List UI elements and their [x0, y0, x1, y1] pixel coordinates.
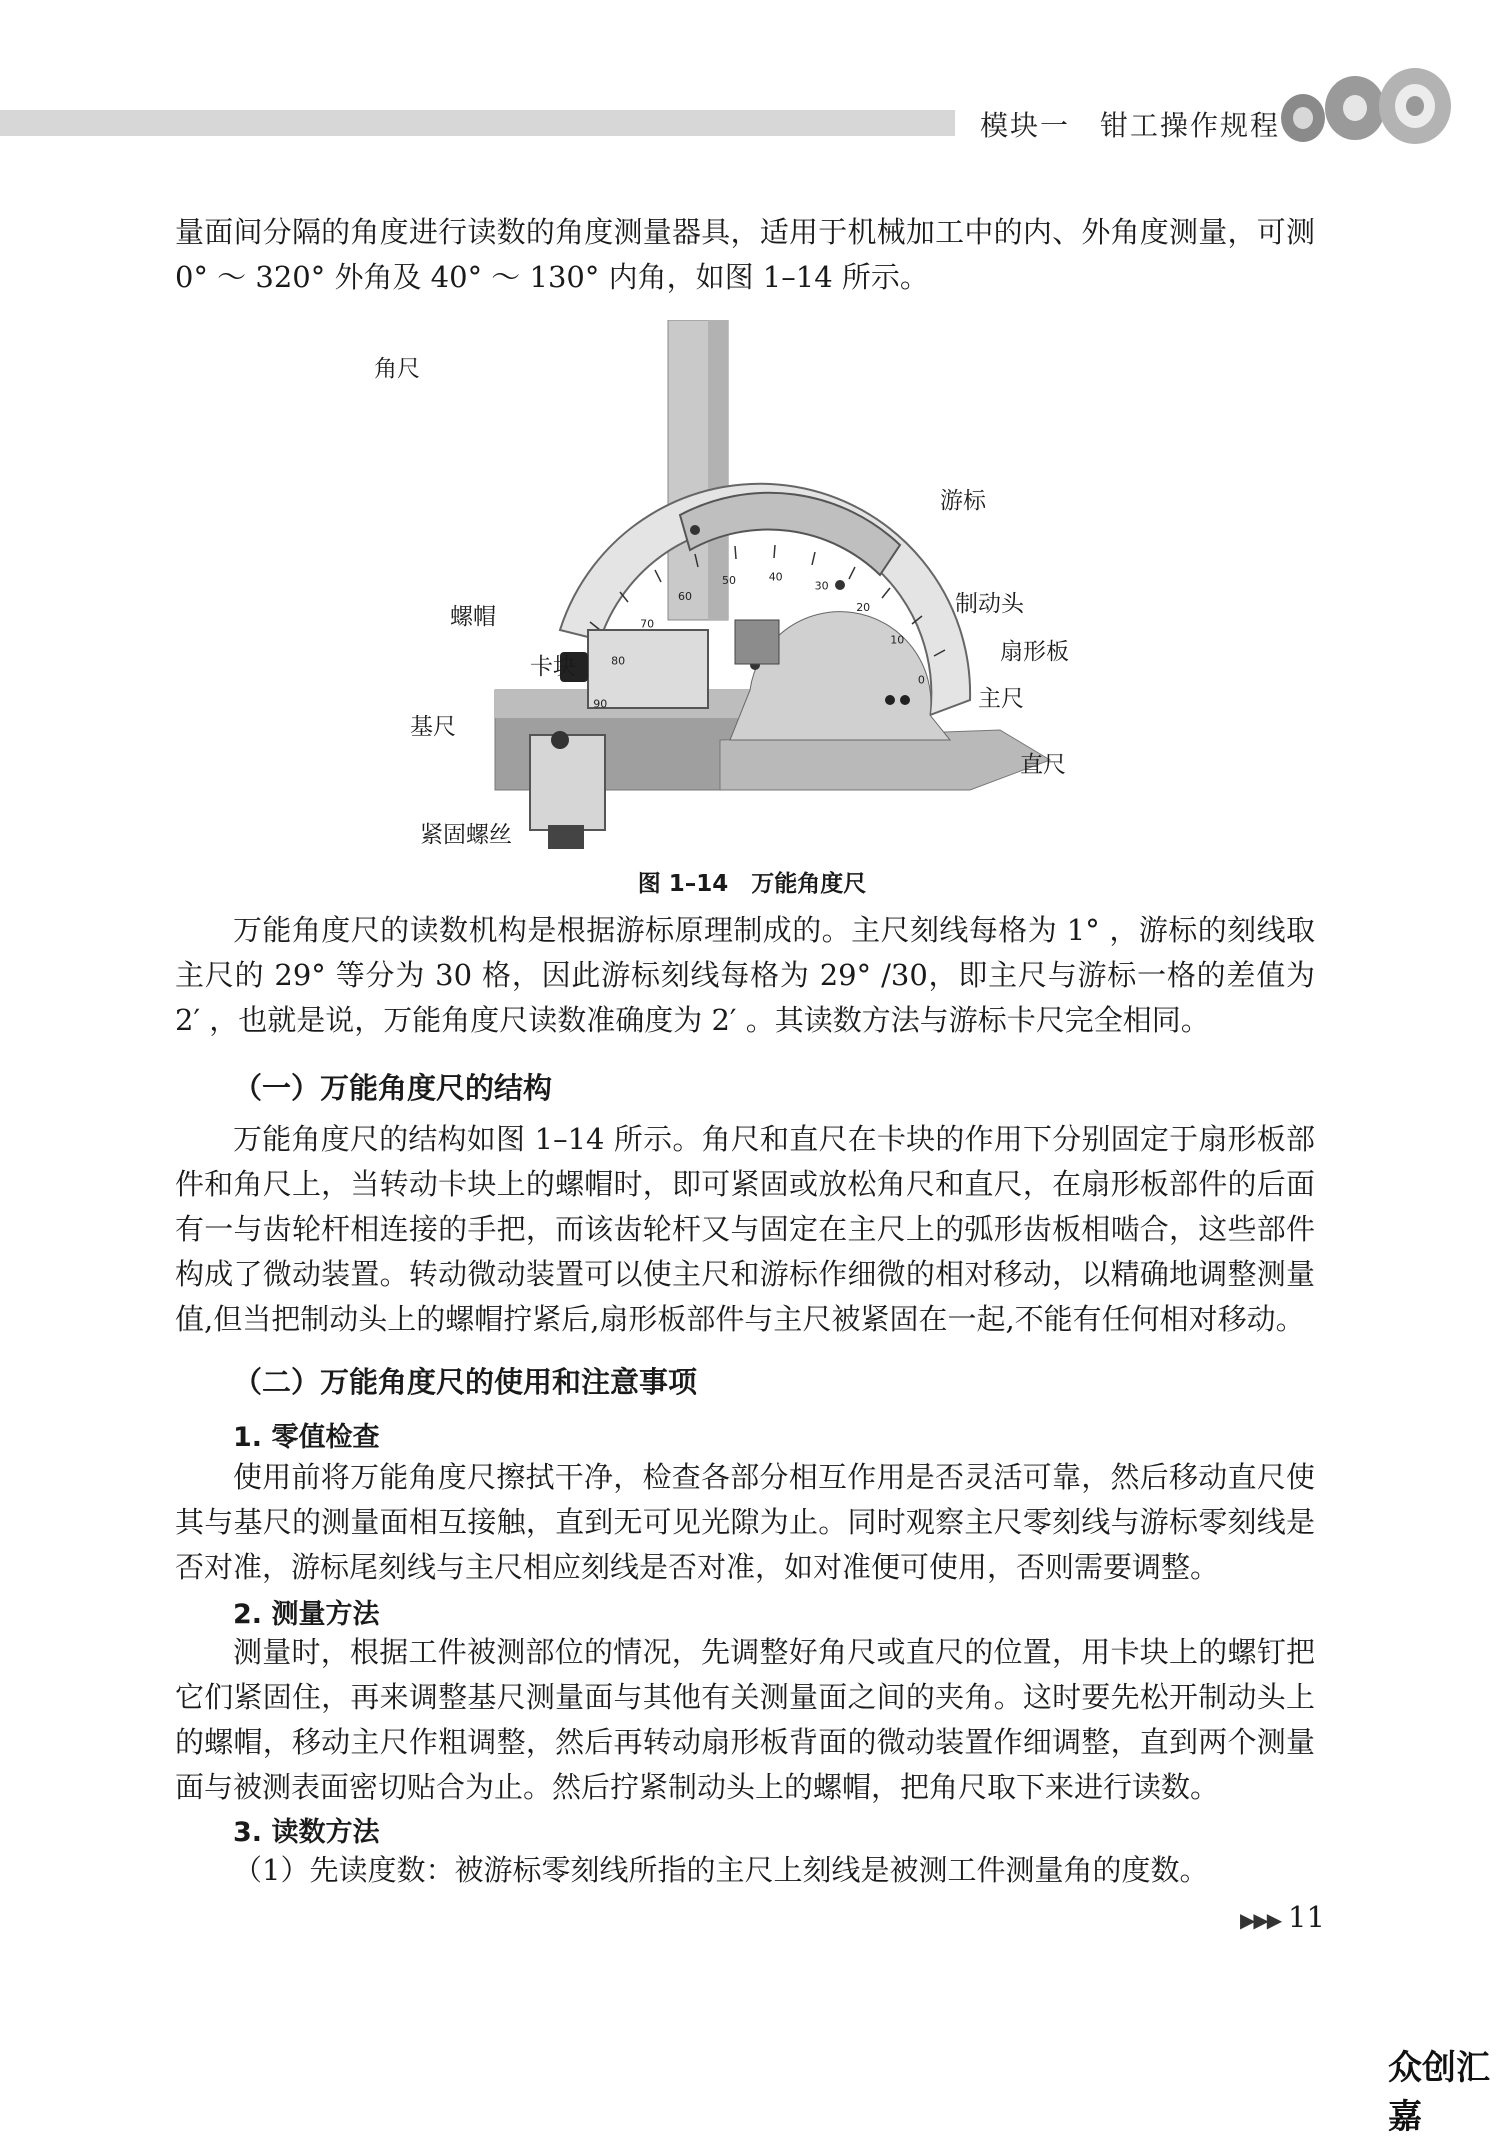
zero-check-paragraph: 使用前将万能角度尺擦拭干净，检查各部分相互作用是否灵活可靠，然后移动直尺使其与基尺的测量面相互接触，直到无可见光隙为止。同时观察主尺零刻线与游标零刻线是否对准，游标尾刻线与主尺相应刻线是否对准，如对准便可使用，否则需要调整。	[175, 1460, 1315, 1584]
scale-number: 90	[593, 697, 608, 711]
chapter-title: 模块一 钳工操作规程	[980, 109, 1281, 142]
label-fastening-screw: 紧固螺丝	[420, 822, 512, 848]
scale-number: 50	[722, 573, 736, 587]
heading-usage: （二）万能角度尺的使用和注意事项	[233, 1365, 698, 1399]
scale-number: 70	[640, 617, 655, 631]
universal-bevel-protractor-figure	[374, 320, 1110, 850]
label-main-scale: 主尺	[978, 686, 1024, 712]
scale-number: 60	[678, 590, 692, 603]
label-angle-square: 角尺	[374, 356, 420, 382]
label-base-ruler: 基尺	[410, 714, 456, 740]
label-sector-plate: 扇形板	[1000, 639, 1069, 665]
read-degree-paragraph: （1）先读度数：被游标零刻线所指的主尺上刻线是被测工件测量角的度数。	[233, 1853, 1209, 1887]
scale-number: 10	[890, 633, 905, 647]
scale-number: 80	[611, 654, 626, 668]
label-vernier: 游标	[940, 488, 986, 514]
header-bar	[0, 110, 955, 136]
scale-number: 0	[917, 673, 925, 687]
reading-paragraph: 万能角度尺的读数机构是根据游标原理制成的。主尺刻线每格为 1° ，游标的刻线取主尺的 29° 等分为 30 格，因此游标刻线每格为 29° /30，即主尺与游标一格的差值为 2′ ，也就是说，万能角度尺读数准确度为 2′ 。其读数方法与游标卡尺完全相同。	[175, 913, 1315, 1037]
intro-paragraph: 量面间分隔的角度进行读数的角度测量器具，适用于机械加工中的内、外角度测量，可测0° ～ 320° 外角及 40° ～ 130° 内角，如图 1–14 所示。	[175, 215, 1315, 294]
scale-number: 30	[814, 579, 829, 593]
measure-method-paragraph: 测量时，根据工件被测部位的情况，先调整好角尺或直尺的位置，用卡块上的螺钉把它们紧固住，再来调整基尺测量面与其他有关测量面之间的夹角。这时要先松开制动头上的螺帽，移动主尺作粗调整，然后再转动扇形板背面的微动装置作细调整，直到两个测量面与被测表面密切贴合为止。然后拧紧制动头上的螺帽，把角尺取下来进行读数。	[175, 1635, 1315, 1804]
watermark: 众创汇嘉	[1388, 2048, 1490, 2137]
label-nut: 螺帽	[450, 604, 496, 630]
structure-paragraph: 万能角度尺的结构如图 1–14 所示。角尺和直尺在卡块的作用下分别固定于扇形板部件和角尺上，当转动卡块上的螺帽时，即可紧固或放松角尺和直尺，在扇形板部件的后面有一与齿轮杆相连接的手把，而该齿轮杆又与固定在主尺上的弧形齿板相啮合，这些部件构成了微动装置。转动微动装置可以使主尺和游标作细微的相对移动，以精确地调整测量值,但当把制动头上的螺帽拧紧后,扇形板部件与主尺被紧固在一起,不能有任何相对移动。	[175, 1122, 1315, 1336]
label-straight-ruler: 直尺	[1020, 752, 1066, 778]
header-tools-icon	[1275, 62, 1455, 150]
footer-arrows-icon: ▶▶▶	[1240, 1908, 1281, 1932]
page-number: 11	[1288, 1900, 1325, 1934]
heading-zero-check: 1. 零值检查	[233, 1422, 380, 1453]
scale-number: 20	[856, 601, 871, 615]
figure-caption: 图 1–14 万能角度尺	[637, 871, 867, 897]
heading-measure-method: 2. 测量方法	[233, 1599, 380, 1630]
heading-reading-method: 3. 读数方法	[233, 1817, 380, 1848]
heading-structure: （一）万能角度尺的结构	[233, 1071, 553, 1105]
label-brake-head: 制动头	[955, 591, 1024, 617]
scale-number: 40	[768, 570, 783, 584]
label-clamp-block: 卡块	[530, 654, 576, 680]
